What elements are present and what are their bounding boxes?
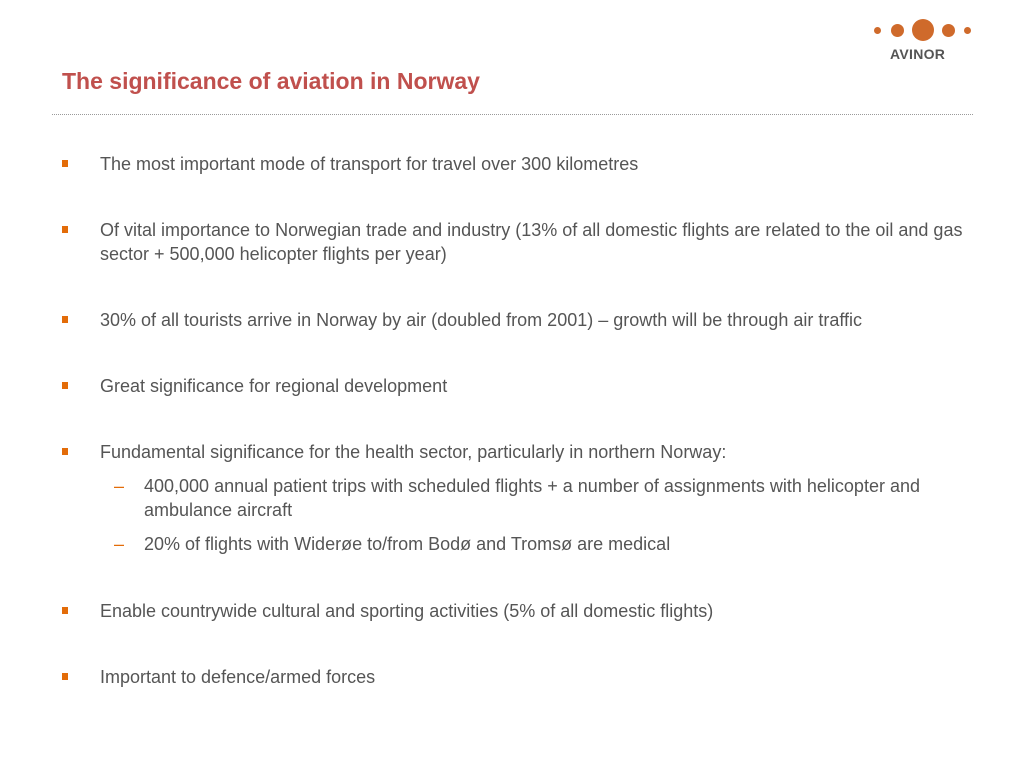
bullet-item [62,152,982,176]
dash-bullet-icon: – [114,476,125,496]
square-bullet-icon [62,382,68,389]
bullet-item [62,440,982,556]
dash-bullet-icon: – [114,534,125,554]
bullet-text: Great significance for regional development [100,376,448,396]
square-bullet-icon [62,160,68,167]
sub-bullet-item [100,474,982,522]
bullet-text: 30% of all tourists arrive in Norway by air (doubled from 2001) – growth will be through air traffic [100,310,863,330]
slide-title: The significance of aviation in Norway [62,68,480,94]
sub-bullet-text: 20% of flights with Widerøe to/from Bodø and Tromsø are medical [144,534,671,554]
logo-dot-large-center [912,19,934,41]
square-bullet-icon [62,673,68,680]
bullet-text: Fundamental significance for the health sector, particularly in northern Norway: [100,442,727,462]
logo-dot-small-left [874,27,881,34]
sub-bullet-text: 400,000 annual patient trips with scheduled flights + a number of assignments with helicopter and ambulance aircraft [144,476,920,520]
square-bullet-icon [62,448,68,455]
square-bullet-icon [62,226,68,233]
bullet-item [62,218,982,266]
logo-wordmark: AVINOR [890,46,946,62]
bullet-text: Important to defence/armed forces [100,667,376,687]
bullet-text: The most important mode of transport for travel over 300 kilometres [100,154,639,174]
logo-dot-medium-left [891,24,904,37]
logo-dot-small-right [964,27,971,34]
logo-dot-medium-right [942,24,955,37]
sub-bullet-item [100,532,982,556]
bullet-item [62,599,982,623]
bullet-list [62,152,982,731]
title-divider [52,114,973,115]
square-bullet-icon [62,607,68,614]
bullet-item [62,665,982,689]
bullet-text: Of vital importance to Norwegian trade and industry (13% of all domestic flights are related to the oil and gas sector + 500,000 helicopter flights per year) [100,220,963,264]
bullet-item [62,308,982,332]
bullet-item [62,374,982,398]
bullet-text: Enable countrywide cultural and sporting activities (5% of all domestic flights) [100,601,714,621]
avinor-logo [868,18,980,66]
square-bullet-icon [62,316,68,323]
